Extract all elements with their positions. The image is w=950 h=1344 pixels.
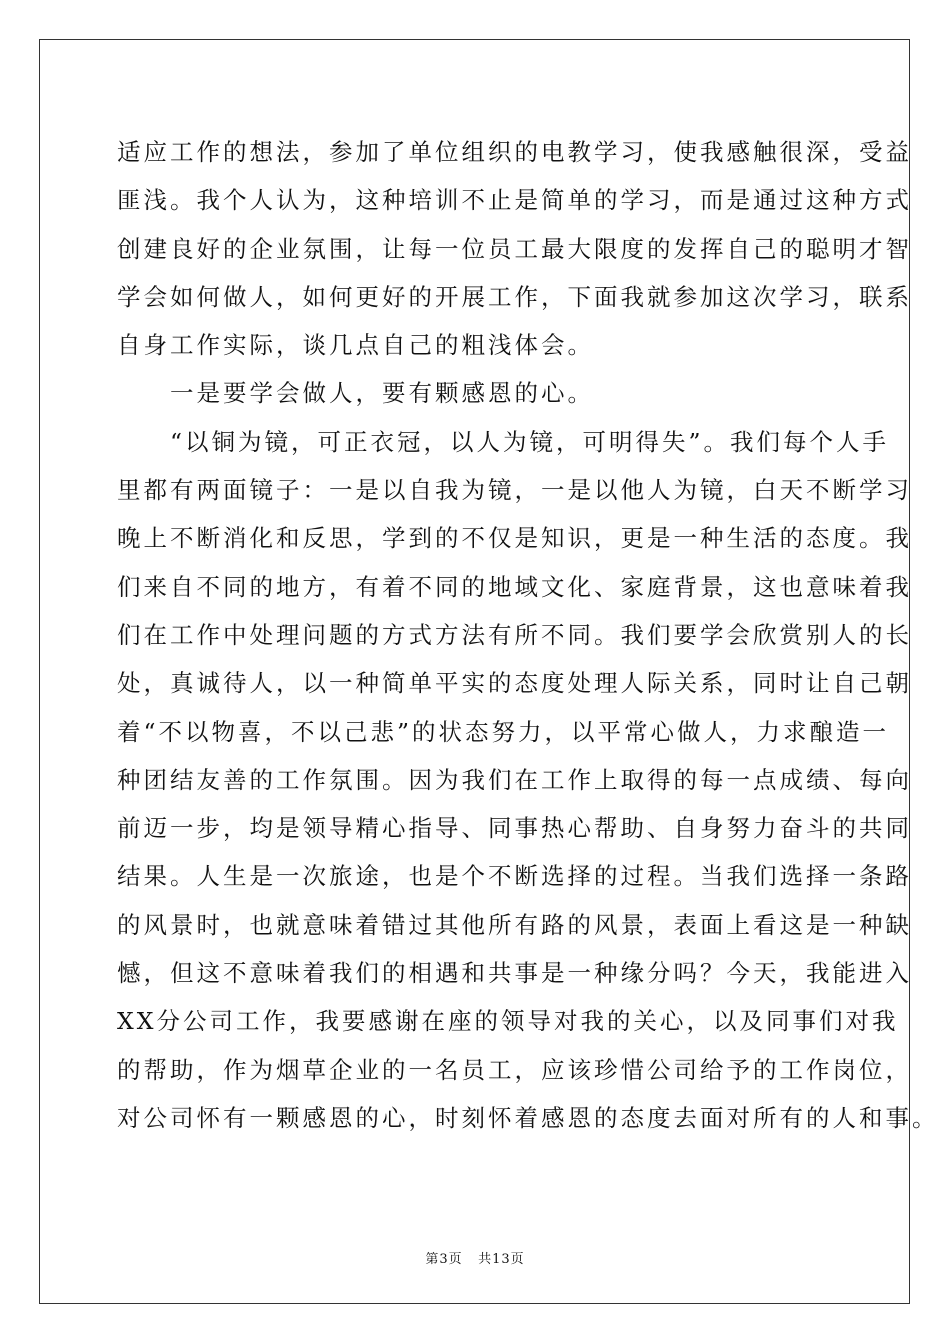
- text-line-15: 前迈一步，均是领导精心指导、同事热心帮助、自身努力奋斗的共同: [117, 814, 912, 843]
- text-line-16: 结果。人生是一次旅途，也是个不断选择的过程。当我们选择一条路: [117, 862, 912, 891]
- text-line-19: XX分公司工作，我要感谢在座的领导对我的关心，以及同事们对我: [117, 1007, 899, 1036]
- text-line-1: 适应工作的想法，参加了单位组织的电教学习，使我感触很深，受益: [117, 138, 912, 166]
- text-line-11: 们在工作中处理问题的方式方法有所不同。我们要学会欣赏别人的长: [117, 620, 912, 649]
- section-heading: 一是要学会做人，要有颗感恩的心。: [117, 379, 594, 408]
- text-line-3: 创建良好的企业氛围，让每一位员工最大限度的发挥自己的聪明才智: [117, 234, 912, 263]
- text-line-5: 自身工作实际，谈几点自己的粗浅体会。: [117, 331, 594, 360]
- page-number: 第3页: [425, 1252, 463, 1267]
- text-line-10: 们来自不同的地方，有着不同的地域文化、家庭背景，这也意味着我: [117, 572, 912, 601]
- text-line-12: 处，真诚待人，以一种简单平实的态度处理人际关系，同时让自己朝: [117, 669, 912, 698]
- text-line-13: 着“不以物喜，不以己悲”的状态努力，以平常心做人，力求酿造一: [117, 717, 890, 746]
- page-total: 共13页: [478, 1252, 525, 1267]
- text-line-14: 种团结友善的工作氛围。因为我们在工作上取得的每一点成绩、每向: [117, 765, 912, 794]
- text-line-8: 里都有两面镜子：一是以自我为镜，一是以他人为镜，白天不断学习: [117, 476, 912, 505]
- text-line-2: 匪浅。我个人认为，这种培训不止是简单的学习，而是通过这种方式: [117, 186, 912, 215]
- text-line-7: “以铜为镜，可正衣冠，以人为镜，可明得失”。我们每个人手: [117, 427, 890, 456]
- text-line-9: 晚上不断消化和反思，学到的不仅是知识，更是一种生活的态度。我: [117, 524, 912, 553]
- document-body: [117, 128, 939, 1142]
- text-line-18: 憾，但这不意味着我们的相遇和共事是一种缘分吗？今天，我能进入: [117, 959, 912, 988]
- text-line-4: 学会如何做人，如何更好的开展工作，下面我就参加这次学习，联系: [117, 282, 912, 311]
- text-line-20: 的帮助，作为烟草企业的一名员工，应该珍惜公司给予的工作岗位，: [117, 1055, 912, 1084]
- text-line-17: 的风景时，也就意味着错过其他所有路的风景，表面上看这是一种缺: [117, 910, 912, 939]
- text-line-21: 对公司怀有一颗感恩的心，时刻怀着感恩的态度去面对所有的人和事。: [117, 1103, 939, 1132]
- page-footer: [0, 1248, 950, 1267]
